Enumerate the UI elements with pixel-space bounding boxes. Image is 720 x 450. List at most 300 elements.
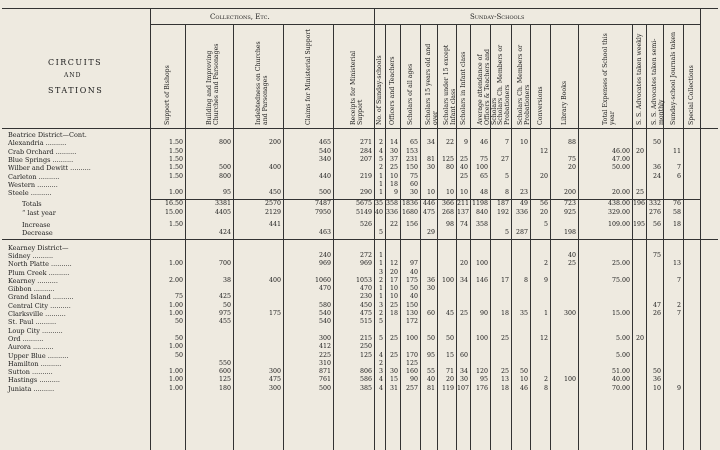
table-cell: 2129 — [264, 208, 281, 216]
table-cell: 200 — [563, 189, 576, 197]
table-cell: 272 — [359, 251, 372, 259]
table-cell: 1.50 — [168, 155, 183, 163]
table-cell: 98 — [445, 221, 454, 228]
table-cell: 10 — [519, 139, 528, 147]
table-cell: 550 — [218, 359, 231, 367]
table-cell: 65 — [409, 139, 418, 147]
table-cell: 125 — [405, 359, 418, 367]
table-cell: 2570 — [264, 200, 281, 208]
table-cell: 10 — [519, 376, 528, 384]
rule-line — [632, 24, 633, 450]
table-cell: 25 — [389, 351, 398, 359]
table-cell: 40 — [459, 164, 468, 172]
table-cell: 2 — [378, 164, 383, 172]
table-cell: 10 — [459, 189, 468, 197]
table-cell: 20 — [635, 334, 644, 342]
table-cell: 22 — [445, 139, 454, 147]
table-cell: 65 — [479, 172, 488, 180]
row-label: Blue Springs .......... — [8, 155, 74, 164]
table-cell: 440 — [318, 172, 331, 180]
table-cell: 97 — [409, 260, 418, 268]
table-cell: 400 — [268, 164, 281, 172]
table-cell: 5675 — [355, 200, 372, 208]
table-cell: 119 — [441, 384, 454, 392]
table-cell: 156 — [405, 221, 418, 228]
column-header: Scholars in Infant class — [459, 51, 467, 125]
table-cell: 800 — [218, 139, 231, 147]
table-cell: 540 — [318, 147, 331, 155]
table-cell: 14 — [389, 139, 398, 147]
row-label: North Platte .......... — [8, 260, 72, 269]
table-cell: 15.00 — [611, 310, 630, 317]
table-cell: 25 — [459, 155, 468, 163]
district-heading: Beatrice District—Cont. — [8, 131, 87, 139]
table-cell: 17 — [389, 276, 398, 284]
table-cell: 75.00 — [611, 276, 630, 284]
table-cell: 175 — [405, 276, 418, 284]
table-cell: 2 — [676, 301, 681, 309]
table-cell: 500 — [218, 164, 231, 172]
column-header: Claims for Ministerial Support — [304, 29, 312, 125]
table-cell: 50 — [426, 334, 435, 342]
table-cell: 20 — [567, 164, 576, 172]
column-header: Scholars Ch. Members or Probationers — [497, 44, 511, 125]
table-cell: 600 — [218, 368, 231, 376]
table-cell: 80 — [445, 164, 454, 172]
table-cell: 1 — [378, 251, 383, 259]
table-cell: 34 — [459, 368, 468, 376]
column-header: Scholars Ch. Members or Probationers — [517, 44, 531, 125]
table-cell: 7 — [676, 276, 681, 284]
table-cell: 500 — [318, 384, 331, 392]
table-cell: 37 — [389, 155, 398, 163]
row-label: Increase — [22, 221, 51, 229]
column-header: Sunday-school Journals taken — [669, 32, 677, 125]
table-cell: 25.00 — [611, 260, 630, 268]
table-cell: 366 — [441, 200, 454, 208]
table-cell: 300 — [268, 384, 281, 392]
table-cell: 969 — [318, 260, 331, 268]
table-cell: 150 — [405, 164, 418, 172]
table-cell: 50 — [174, 318, 183, 326]
table-cell: 340 — [318, 155, 331, 163]
table-cell: 50 — [222, 301, 231, 309]
table-cell: 1.50 — [168, 147, 183, 155]
table-cell: 7950 — [314, 208, 331, 216]
table-cell: 5149 — [355, 208, 372, 216]
sunday-schools-group-header: Sunday-Schools — [470, 13, 525, 21]
row-label: Decrease — [22, 229, 53, 238]
row-label: Wilber and Dewitt .......... — [8, 164, 91, 173]
table-cell: 300 — [268, 368, 281, 376]
table-cell: 806 — [359, 368, 372, 376]
table-cell: 17 — [500, 276, 509, 284]
row-label: Steele .......... — [8, 189, 52, 198]
table-cell: 60 — [459, 351, 468, 359]
table-cell: 586 — [359, 376, 372, 384]
column-header: Library Books — [560, 80, 568, 125]
table-cell: 358 — [386, 200, 399, 208]
table-cell: 30 — [389, 147, 398, 155]
table-cell: 15.00 — [164, 208, 183, 216]
table-cell: 50 — [409, 285, 418, 293]
table-cell: 48 — [479, 189, 488, 197]
table-cell: 9 — [393, 189, 398, 197]
table-cell: 25 — [459, 172, 468, 180]
table-cell: 12 — [389, 260, 398, 268]
table-cell: 1.00 — [168, 189, 183, 197]
table-cell: 50 — [174, 334, 183, 342]
table-cell: 470 — [359, 285, 372, 293]
table-cell: 7 — [676, 164, 681, 172]
table-cell: 46 — [479, 139, 488, 147]
table-cell: 125 — [218, 376, 231, 384]
table-cell: 153 — [405, 147, 418, 155]
table-cell: 25 — [635, 189, 644, 197]
table-cell: 40 — [409, 268, 418, 276]
table-cell: 1680 — [401, 208, 418, 216]
table-cell: 95 — [222, 189, 231, 197]
table-cell: 526 — [359, 221, 372, 228]
table-cell: 250 — [359, 343, 372, 351]
table-cell: 1.00 — [168, 376, 183, 384]
table-cell: 5 — [378, 155, 383, 163]
table-cell: 310 — [318, 359, 331, 367]
table-cell: 81 — [426, 384, 435, 392]
column-header: Receipts for Ministerial Support — [350, 50, 364, 125]
rule-line — [2, 239, 718, 240]
table-cell: 11 — [672, 147, 681, 155]
table-cell: 1.50 — [168, 139, 183, 147]
column-header: Building and Improving Churches and Parsonages — [205, 43, 220, 125]
table-cell: 196 — [633, 200, 646, 208]
table-cell: 60 — [426, 310, 435, 317]
table-cell: 90 — [479, 310, 488, 317]
table-cell: 176 — [475, 384, 488, 392]
row-label: Plum Creek .......... — [8, 268, 70, 277]
table-cell: 172 — [405, 318, 418, 326]
table-cell: 215 — [359, 334, 372, 342]
table-cell: 20 — [445, 376, 454, 384]
table-cell: 100 — [475, 260, 488, 268]
table-cell: 8 — [543, 384, 548, 392]
table-cell: 4 — [378, 376, 383, 384]
table-cell: 1836 — [401, 200, 418, 208]
table-cell: 200 — [268, 139, 281, 147]
table-cell: 10 — [426, 189, 435, 197]
table-cell: 7 — [504, 139, 509, 147]
row-label: Hamilton .......... — [8, 359, 62, 368]
table-cell: 2.00 — [168, 276, 183, 284]
table-cell: 225 — [318, 351, 331, 359]
table-cell: 30 — [426, 285, 435, 293]
table-cell: 5 — [378, 229, 383, 237]
table-cell: 231 — [405, 155, 418, 163]
table-cell: 455 — [218, 318, 231, 326]
table-cell: 207 — [359, 155, 372, 163]
table-cell: 2 — [378, 310, 383, 317]
table-cell: 1053 — [355, 276, 372, 284]
table-cell: 40 — [426, 376, 435, 384]
table-cell: 240 — [318, 251, 331, 259]
table-cell: 284 — [359, 147, 372, 155]
table-cell: 25 — [389, 301, 398, 309]
row-label: Crab Orchard .......... — [8, 147, 77, 156]
table-cell: 27 — [500, 155, 509, 163]
table-cell: 146 — [475, 276, 488, 284]
table-cell: 20.00 — [611, 189, 630, 197]
table-cell: 100 — [475, 334, 488, 342]
table-cell: 1.50 — [168, 164, 183, 172]
column-header: Total Expenses of School this year — [601, 33, 616, 125]
rule-line — [683, 24, 684, 450]
table-cell: 12 — [539, 147, 548, 155]
table-cell: 385 — [359, 384, 372, 392]
table-cell: 1.00 — [168, 310, 183, 317]
row-label: Hastings .......... — [8, 376, 60, 385]
table-cell: 20 — [539, 208, 548, 216]
table-cell: 75 — [479, 155, 488, 163]
table-cell: 287 — [515, 229, 528, 237]
table-cell: 50 — [174, 351, 183, 359]
table-cell: 1.00 — [168, 301, 183, 309]
table-cell: 5 — [378, 334, 383, 342]
table-cell: 13 — [500, 376, 509, 384]
table-cell: 975 — [218, 310, 231, 317]
table-cell: 137 — [457, 208, 470, 216]
table-cell: 2 — [378, 359, 383, 367]
table-cell: 465 — [318, 139, 331, 147]
table-cell: 5.00 — [615, 334, 630, 342]
table-cell: 75 — [409, 172, 418, 180]
table-cell: 45 — [445, 310, 454, 317]
table-cell: 10 — [389, 293, 398, 301]
table-cell: 2 — [543, 376, 548, 384]
table-cell: 51.00 — [611, 368, 630, 376]
table-cell: 438.00 — [607, 200, 630, 208]
row-label: Totals — [22, 200, 42, 209]
table-cell: 13 — [672, 260, 681, 268]
table-cell: 5 — [504, 172, 509, 180]
table-cell: 70.00 — [611, 384, 630, 392]
column-header: Conversions — [536, 86, 544, 125]
table-cell: 49 — [519, 200, 528, 208]
table-cell: 332 — [648, 200, 661, 208]
table-cell: 195 — [633, 221, 646, 228]
rule-line — [2, 8, 718, 9]
table-cell: 75 — [174, 293, 183, 301]
table-cell: 871 — [318, 368, 331, 376]
table-cell: 3 — [378, 268, 383, 276]
table-cell: 36 — [652, 376, 661, 384]
table-cell: 723 — [563, 200, 576, 208]
table-cell: 18 — [672, 221, 681, 228]
table-cell: 2 — [543, 260, 548, 268]
table-cell: 30 — [459, 376, 468, 384]
table-cell: 1.50 — [168, 172, 183, 180]
table-cell: 192 — [496, 208, 509, 216]
table-cell: 9 — [543, 276, 548, 284]
table-cell: 329.00 — [607, 208, 630, 216]
column-header: Average attendance of Officers & Teachers and Scholars — [476, 49, 498, 125]
row-label: St. Paul .......... — [8, 318, 57, 327]
table-cell: 25 — [500, 368, 509, 376]
table-cell: 276 — [648, 208, 661, 216]
table-cell: 1 — [543, 310, 548, 317]
table-cell: 46.00 — [611, 147, 630, 155]
table-cell: 7487 — [314, 200, 331, 208]
row-label: Central City .......... — [8, 301, 71, 310]
table-cell: 100 — [563, 376, 576, 384]
row-label: Grand Island .......... — [8, 293, 74, 302]
table-cell: 475 — [268, 376, 281, 384]
table-cell: 10 — [445, 189, 454, 197]
table-cell: 9 — [676, 384, 681, 392]
table-cell: 4405 — [214, 208, 231, 216]
table-cell: 441 — [268, 221, 281, 228]
table-cell: 55 — [426, 368, 435, 376]
row-label: Gibbon .......... — [8, 285, 55, 294]
table-cell: 10 — [652, 384, 661, 392]
row-label: Ord .......... — [8, 334, 44, 343]
table-cell: 50 — [519, 368, 528, 376]
table-cell: 1198 — [471, 200, 488, 208]
table-cell: 18 — [500, 384, 509, 392]
table-cell: 95 — [479, 376, 488, 384]
table-cell: 1.00 — [168, 343, 183, 351]
table-cell: 20 — [389, 268, 398, 276]
table-cell: 1 — [378, 260, 383, 268]
rule-line — [700, 8, 701, 450]
table-cell: 6 — [676, 172, 681, 180]
table-cell: 515 — [359, 318, 372, 326]
table-cell: 9 — [463, 139, 468, 147]
table-cell: 47 — [652, 301, 661, 309]
table-cell: 271 — [359, 139, 372, 147]
table-cell: 4 — [378, 384, 383, 392]
table-cell: 24 — [652, 172, 661, 180]
table-cell: 925 — [563, 208, 576, 216]
row-label: Alexandria .......... — [8, 139, 67, 148]
table-cell: 150 — [405, 301, 418, 309]
table-cell: 3381 — [214, 200, 231, 208]
table-cell: 23 — [519, 189, 528, 197]
table-cell: 34 — [426, 139, 435, 147]
table-cell: 30 — [409, 189, 418, 197]
table-cell: 25 — [459, 310, 468, 317]
table-cell: 25 — [389, 334, 398, 342]
table-cell: 30 — [426, 164, 435, 172]
table-cell: 290 — [359, 189, 372, 197]
table-cell: 8 — [504, 189, 509, 197]
table-cell: 50 — [445, 334, 454, 342]
table-cell: 95 — [426, 351, 435, 359]
table-cell: 18 — [500, 310, 509, 317]
table-cell: 100 — [441, 276, 454, 284]
row-label: Aurora .......... — [8, 343, 54, 352]
table-cell: 35 — [519, 310, 528, 317]
table-cell: 2 — [378, 139, 383, 147]
row-label: Upper Blue .......... — [8, 351, 69, 360]
table-cell: 22 — [389, 221, 398, 228]
table-cell: 36 — [652, 164, 661, 172]
row-label: Carleton .......... — [8, 172, 60, 181]
row-label: “ last year — [22, 208, 56, 217]
table-cell: 40 — [375, 208, 384, 216]
table-cell: 50 — [652, 368, 661, 376]
table-cell: 358 — [475, 221, 488, 228]
table-cell: 26 — [652, 310, 661, 317]
table-cell: 336 — [515, 208, 528, 216]
table-cell: 1.00 — [168, 260, 183, 268]
table-cell: 198 — [563, 229, 576, 237]
table-cell: 50.00 — [611, 164, 630, 172]
table-cell: 475 — [422, 208, 435, 216]
circuits-title: CIRCUITS — [48, 58, 103, 67]
row-label: Juniata .......... — [8, 384, 55, 393]
table-cell: 50 — [652, 139, 661, 147]
table-cell: 58 — [672, 208, 681, 216]
column-header: Special Collections — [688, 65, 695, 125]
table-cell: 5 — [378, 318, 383, 326]
table-cell: 75 — [567, 155, 576, 163]
table-cell: 40.00 — [611, 376, 630, 384]
table-cell: 76 — [672, 200, 681, 208]
table-cell: 35 — [375, 200, 384, 208]
column-header: Scholars of all ages — [406, 63, 414, 125]
table-cell: 18 — [389, 180, 398, 188]
table-cell: 969 — [359, 260, 372, 268]
table-cell: 800 — [218, 172, 231, 180]
table-cell: 450 — [268, 189, 281, 197]
row-label: Sutton .......... — [8, 368, 53, 377]
table-cell: 120 — [475, 368, 488, 376]
table-cell: 160 — [405, 368, 418, 376]
row-label: Western .......... — [8, 180, 58, 189]
table-cell: 81 — [426, 155, 435, 163]
table-cell: 25 — [389, 164, 398, 172]
column-header: Scholars 15 years old and over — [425, 43, 439, 125]
table-cell: 1 — [378, 172, 383, 180]
table-cell: 425 — [218, 293, 231, 301]
and-title: AND — [64, 72, 82, 79]
table-cell: 412 — [318, 343, 331, 351]
table-cell: 1.00 — [168, 368, 183, 376]
table-cell: 230 — [359, 293, 372, 301]
table-cell: 75 — [652, 251, 661, 259]
table-cell: 500 — [318, 189, 331, 197]
table-cell: 25 — [500, 334, 509, 342]
table-cell: 5 — [504, 229, 509, 237]
table-cell: 71 — [445, 368, 454, 376]
stations-title: STATIONS — [48, 86, 104, 95]
table-cell: 125 — [441, 155, 454, 163]
table-cell: 1.00 — [168, 384, 183, 392]
table-cell: 761 — [318, 376, 331, 384]
table-cell: 3 — [378, 301, 383, 309]
row-label: Sidney .......... — [8, 251, 54, 260]
column-header: S. S. Advocates taken weekly — [635, 33, 643, 125]
table-cell: 211 — [457, 200, 470, 208]
table-cell: 130 — [405, 310, 418, 317]
table-cell: 1 — [378, 285, 383, 293]
table-cell: 15 — [389, 376, 398, 384]
table-cell: 540 — [318, 318, 331, 326]
row-label: Loup City .......... — [8, 326, 63, 335]
table-cell: 25 — [567, 260, 576, 268]
table-cell: 15 — [445, 351, 454, 359]
table-cell: 257 — [405, 384, 418, 392]
